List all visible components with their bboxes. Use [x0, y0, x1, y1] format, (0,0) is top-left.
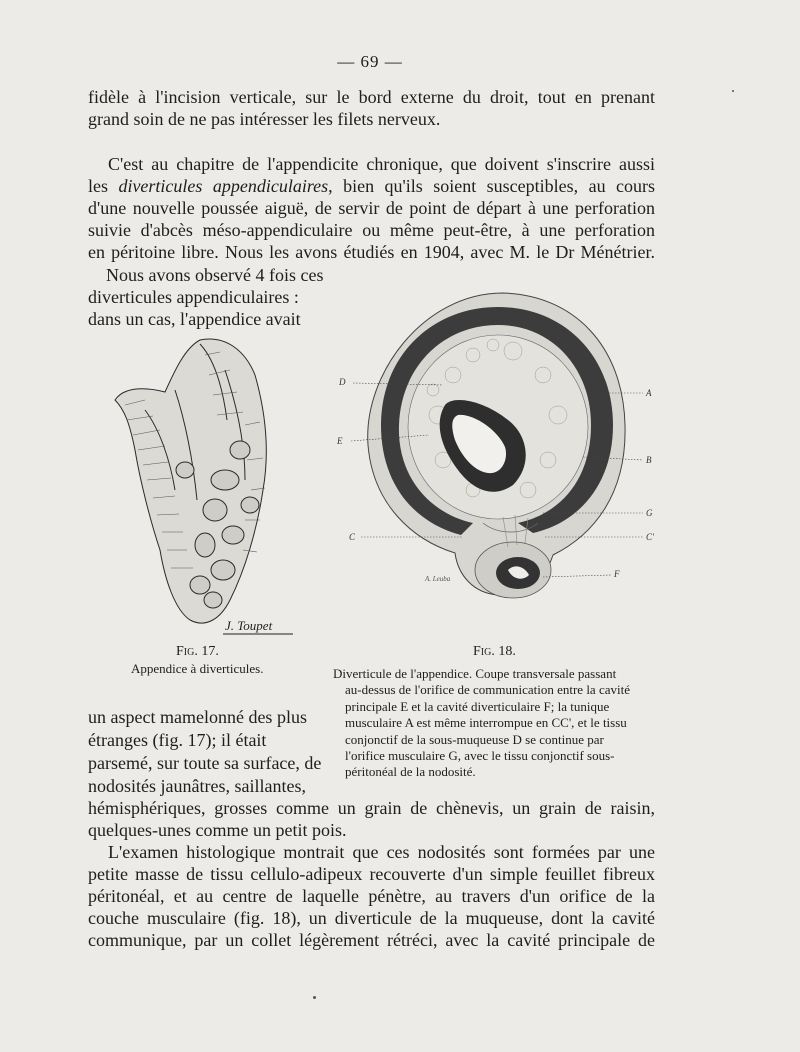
para4-line-3: péritonéal, et au centre de laquelle pénètre, au travers d'un orifice de la [88, 886, 655, 906]
figure-18-caption-line-2: au-dessus de l'orifice de communication entre la cavité [345, 682, 630, 698]
para2-line-4: suivie d'abcès méso-appendiculaire ou même peut-être, à une perforation [88, 220, 655, 240]
para2-emphasis: diverticules appendiculaires [118, 176, 329, 196]
fig18-label-e: E [337, 436, 343, 446]
figure-17-illustration [105, 330, 305, 640]
para2-line-2 [88, 175, 655, 197]
para2-line-3: d'une nouvelle poussée aiguë, de servir de point de départ à une perforation [88, 198, 655, 218]
para3-after-line-2: étranges (fig. 17); il était [88, 730, 267, 750]
fig18-label-c-prime: C' [646, 532, 654, 542]
para3-full-line-2: quelques-unes comme un petit pois. [88, 820, 347, 840]
ink-speck [732, 90, 734, 92]
fig18-label-d: D [339, 377, 346, 387]
fig18-label-g: G [646, 508, 653, 518]
figure-18-caption-line-7: péritonéal de la nodosité. [345, 764, 476, 780]
figure-17-signature: J. Toupet [225, 618, 273, 633]
ink-speck [313, 996, 316, 999]
figure-18-caption-line-1: Diverticule de l'appendice. Coupe transversale passant [333, 666, 617, 681]
para3-left-line-3: dans un cas, l'appendice avait [88, 309, 301, 329]
para4-line-4: couche musculaire (fig. 18), un diverticule de la muqueuse, dont la cavité [88, 908, 655, 928]
para3-after-line-4: nodosités jaunâtres, saillantes, [88, 776, 306, 796]
figure-18-illustration [333, 285, 655, 605]
fig18-artist: A. Leuba [425, 575, 451, 583]
figure-18-caption-line-5: conjonctif de la sous-muqueuse D se continue par [345, 731, 604, 747]
para1-line-1: fidèle à l'incision verticale, sur le bord externe du droit, tout en prenant [88, 87, 655, 107]
figure-18-caption-line-3: principale E et la cavité diverticulaire F; la tunique [345, 698, 610, 714]
fig18-label-a: A [646, 388, 652, 398]
para1-line-2: grand soin de ne pas intéresser les filets nerveux. [88, 109, 441, 129]
figure-18-caption-line-6: l'orifice musculaire G, avec le tissu conjonctif sous- [345, 748, 615, 764]
para2-line-2-prefix: les [88, 176, 119, 196]
fig18-label-f: F [614, 569, 620, 579]
para2-line-2-suffix: , bien qu'ils soient susceptibles, au cours [328, 176, 655, 196]
figure-17-number: Fig. 17. [176, 644, 219, 659]
para2-line-1: C'est au chapitre de l'appendicite chronique, que doivent s'inscrire aussi [108, 154, 655, 174]
para3-after-line-1: un aspect mamelonné des plus [88, 707, 307, 727]
page-number: — 69 — [337, 52, 403, 71]
fig18-label-b: B [646, 455, 652, 465]
para4-line-1: L'examen histologique montrait que ces nodosités sont formées par une [108, 842, 655, 862]
para3-left-line-1: Nous avons observé 4 fois ces [106, 265, 324, 285]
figure-18-number: Fig. 18. [473, 644, 516, 659]
fig18-label-c: C [349, 532, 356, 542]
para3-left-line-2: diverticules appendiculaires : [88, 287, 299, 307]
figure-18-caption-line-4: musculaire A est même interrompue en CC', et le tissu [345, 715, 627, 731]
para3-full-line-1: hémisphériques, grosses comme un grain de chènevis, un grain de raisin, [88, 798, 655, 818]
para3-after-line-3: parsemé, sur toute sa surface, de [88, 753, 322, 773]
para2-line-5: en péritoine libre. Nous les avons étudiés en 1904, avec M. le Dr Ménétrier. [88, 242, 655, 262]
para4-line-2: petite masse de tissu cellulo-adipeux recouverte d'un simple feuillet fibreux [88, 864, 655, 884]
figure-17-caption: Appendice à diverticules. [131, 661, 264, 676]
figure-18-caption [333, 666, 655, 781]
para4-line-5: communique, par un collet légèrement rétréci, avec la cavité principale de [88, 930, 655, 950]
